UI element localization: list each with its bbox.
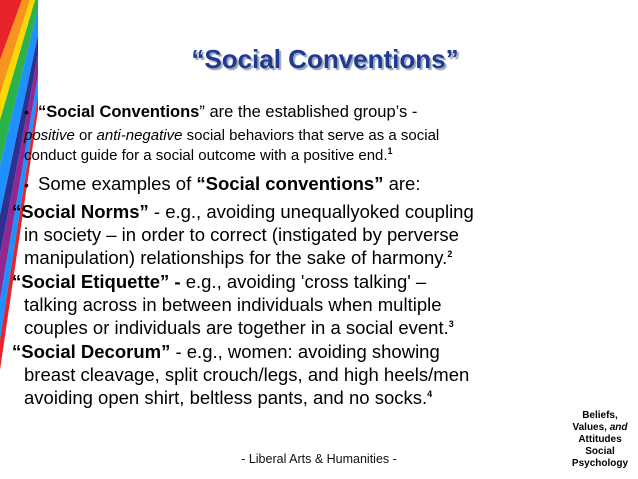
slide-title: “Social Conventions” <box>191 44 459 74</box>
social-decorum-label: “Social Decorum” <box>12 341 171 362</box>
p4-line2: talking across in between individuals when multiple <box>24 294 442 315</box>
p1-line2-rest: social behaviors that serve as a social <box>182 127 440 144</box>
p1-antinegative: anti-negative <box>96 127 183 144</box>
paragraph-4-line-3 <box>24 317 454 339</box>
paragraph-3-line-2 <box>24 224 459 246</box>
p2-after: are: <box>383 173 421 194</box>
p3-line2: in society – in order to correct (instigated by perverse <box>24 224 459 245</box>
p2-bold: “Social conventions” <box>196 173 384 194</box>
p3-line1: - e.g., avoiding unequallyoked coupling <box>148 201 474 222</box>
paragraph-3-line-1 <box>12 201 474 223</box>
p5-line1: - e.g., women: avoiding showing <box>170 341 440 362</box>
badge-line-5: Psychology <box>571 458 629 469</box>
badge-line-4: Social <box>585 446 615 457</box>
bullet-icon: • <box>24 177 29 193</box>
course-badge <box>564 410 636 470</box>
bullet-icon: • <box>24 104 29 120</box>
paragraph-2 <box>24 173 421 195</box>
footnote-ref-3: 3 <box>448 318 454 329</box>
badge-line-2 <box>564 422 636 434</box>
p5-line2: breast cleavage, split crouch/legs, and high heels/men <box>24 364 470 385</box>
paragraph-5-line-3 <box>24 387 432 409</box>
paragraph-1-line-3 <box>24 147 393 164</box>
badge-line-3: Attitudes <box>578 434 622 445</box>
p1-rest: ” are the established group’s - <box>199 103 418 121</box>
p4-line3: couples or individuals are together in a social event. <box>24 317 449 338</box>
paragraph-1-line-1 <box>24 103 417 122</box>
paragraph-5-line-2 <box>24 364 469 386</box>
paragraph-4-line-1 <box>12 271 426 293</box>
footnote-ref-1: 1 <box>387 146 393 156</box>
paragraph-3-line-3 <box>24 247 452 269</box>
p2-before: Some examples of <box>38 173 197 194</box>
paragraph-4-line-2 <box>24 294 442 316</box>
social-etiquette-label: “Social Etiquette” - <box>12 271 181 292</box>
badge-line-1: Beliefs, <box>582 410 618 421</box>
p1-positive: positive <box>24 127 75 144</box>
footnote-ref-4: 4 <box>427 388 433 399</box>
p5-line3: avoiding open shirt, beltless pants, and no socks. <box>24 387 428 408</box>
p1-lead: “Social Conventions <box>38 103 200 121</box>
slide-footer: - Liberal Arts & Humanities - <box>241 452 397 466</box>
social-norms-label: “Social Norms” <box>12 201 149 222</box>
p4-line1: e.g., avoiding 'cross talking' – <box>180 271 427 292</box>
paragraph-1-line-2 <box>24 127 439 144</box>
badge-line-2b: and <box>609 422 628 433</box>
badge-line-2a: Values, <box>572 422 610 433</box>
paragraph-5-line-1 <box>12 341 440 363</box>
p1-or: or <box>74 127 97 144</box>
p3-line3: manipulation) relationships for the sake of harmony. <box>24 247 448 268</box>
p1-line3: conduct guide for a social outcome with a positive end. <box>24 147 388 164</box>
footnote-ref-2: 2 <box>447 248 453 259</box>
